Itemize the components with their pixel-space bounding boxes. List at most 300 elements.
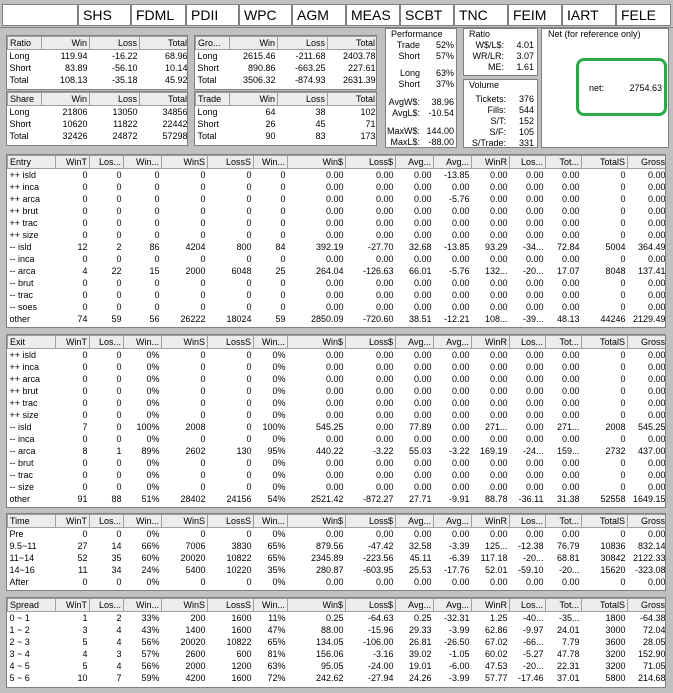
table-row[interactable] bbox=[8, 50, 189, 62]
table-cell: 0.00 bbox=[647, 289, 666, 300]
table-row[interactable] bbox=[8, 433, 667, 445]
table-cell: -36.11 bbox=[518, 493, 544, 504]
tab-meas[interactable]: MEAS bbox=[346, 4, 400, 26]
exit-col-header[interactable]: Loss$ bbox=[346, 336, 396, 349]
table-row[interactable] bbox=[8, 612, 667, 624]
table-row[interactable] bbox=[8, 576, 667, 588]
table-cell: 0 bbox=[200, 181, 206, 192]
table-cell: -720.60 bbox=[362, 313, 394, 324]
table-row[interactable] bbox=[8, 301, 667, 313]
table-cell: -64.38 bbox=[639, 612, 666, 623]
table-row[interactable] bbox=[8, 181, 667, 193]
trade-header-row bbox=[196, 93, 378, 106]
table-cell: 0 bbox=[246, 421, 252, 432]
table-cell: 0.00 bbox=[489, 373, 508, 384]
table-cell: 0 bbox=[246, 409, 252, 420]
table-cell: 137.41 bbox=[637, 265, 666, 276]
table-row[interactable] bbox=[8, 253, 667, 265]
net-title: Net (for reference only) bbox=[548, 29, 641, 39]
spread-col-header[interactable]: Avg... bbox=[396, 599, 434, 612]
performance-item-value: -88.00 bbox=[428, 137, 454, 147]
table-row[interactable] bbox=[8, 229, 667, 241]
table-cell: 34856 bbox=[162, 106, 188, 117]
trade-col-header[interactable]: Trade bbox=[196, 93, 230, 106]
ratio-col-header[interactable]: Loss bbox=[90, 37, 140, 50]
volume-item-value: 376 bbox=[518, 94, 534, 104]
entry-col-header[interactable]: WinT bbox=[56, 156, 90, 169]
exit-col-header[interactable]: Gross bbox=[628, 336, 667, 349]
table-cell: 28.05 bbox=[642, 636, 666, 647]
table-cell: 0 bbox=[200, 457, 206, 468]
exit-col-header[interactable]: Los... bbox=[90, 336, 124, 349]
spread-col-header[interactable]: Avg... bbox=[434, 599, 472, 612]
exit-col-header[interactable]: Exit bbox=[8, 336, 56, 349]
table-row[interactable] bbox=[8, 385, 667, 397]
table-cell: 26 bbox=[265, 118, 276, 129]
table-cell: 0.00 bbox=[413, 457, 432, 468]
table-cell: -9.91 bbox=[448, 493, 470, 504]
table-cell: 2008 bbox=[185, 421, 206, 432]
table-cell: 54% bbox=[267, 493, 286, 504]
table-cell: 0.00 bbox=[489, 433, 508, 444]
table-row[interactable] bbox=[8, 130, 189, 142]
entry-col-header[interactable]: Los... bbox=[90, 156, 124, 169]
table-cell: 0 bbox=[154, 229, 160, 240]
table-cell: 0% bbox=[146, 433, 160, 444]
ratio-col-header[interactable]: Ratio bbox=[8, 37, 42, 50]
table-cell: 0% bbox=[272, 409, 286, 420]
table-cell: 3200 bbox=[605, 660, 626, 671]
table-row[interactable] bbox=[8, 481, 667, 493]
spread-col-header[interactable]: Spread bbox=[8, 599, 56, 612]
table-cell: -3.99 bbox=[448, 624, 470, 635]
table-cell: 0.00 bbox=[325, 433, 344, 444]
tab-wpc[interactable]: WPC bbox=[239, 4, 292, 26]
table-cell: 0.00 bbox=[489, 349, 508, 360]
table-row[interactable] bbox=[196, 50, 378, 62]
table-cell: 108... bbox=[484, 313, 508, 324]
table-cell: ++ size bbox=[9, 229, 39, 240]
table-row[interactable] bbox=[8, 217, 667, 229]
tab-agm[interactable]: AGM bbox=[292, 4, 346, 26]
table-cell: 0.00 bbox=[647, 576, 666, 587]
table-cell: 0 bbox=[620, 217, 626, 228]
table-cell: 64 bbox=[265, 106, 276, 117]
table-cell: 24.26 bbox=[408, 672, 432, 683]
trade-col-header[interactable]: Win bbox=[230, 93, 278, 106]
time-col-header[interactable]: Loss$ bbox=[346, 515, 396, 528]
entry-col-header[interactable]: Gross bbox=[628, 156, 667, 169]
spread-col-header[interactable]: Los... bbox=[90, 599, 124, 612]
table-cell: 0.00 bbox=[325, 289, 344, 300]
table-row[interactable] bbox=[8, 241, 667, 253]
table-cell: 0% bbox=[146, 409, 160, 420]
table-row[interactable] bbox=[8, 445, 667, 457]
table-cell: 0 bbox=[116, 421, 122, 432]
table-row[interactable] bbox=[8, 421, 667, 433]
tab-shs[interactable]: SHS bbox=[78, 4, 131, 26]
table-row[interactable] bbox=[8, 118, 189, 130]
table-cell: -12.38 bbox=[517, 540, 544, 551]
spread-col-header[interactable]: TotalS bbox=[582, 599, 628, 612]
time-col-header[interactable]: Win... bbox=[254, 515, 288, 528]
table-row[interactable] bbox=[8, 313, 667, 325]
table-cell: Short bbox=[197, 118, 220, 129]
spread-col-header[interactable]: WinR bbox=[472, 599, 510, 612]
tab-fdml[interactable]: FDML bbox=[131, 4, 186, 26]
table-cell: 0.00 bbox=[525, 229, 544, 240]
entry-col-header[interactable]: TotalS bbox=[582, 156, 628, 169]
table-cell: -59.10 bbox=[517, 564, 544, 575]
ratio2-item bbox=[464, 62, 537, 73]
table-cell: 10822 bbox=[226, 636, 252, 647]
time-col-header[interactable]: WinT bbox=[56, 515, 90, 528]
performance-item bbox=[386, 40, 456, 51]
time-col-header[interactable]: Avg... bbox=[434, 515, 472, 528]
table-cell: 0.00 bbox=[325, 373, 344, 384]
table-cell: 52.01 bbox=[484, 564, 508, 575]
table-row[interactable] bbox=[8, 672, 667, 684]
exit-col-header[interactable]: WinT bbox=[56, 336, 90, 349]
table-cell: 173 bbox=[360, 130, 376, 141]
table-cell: 4 bbox=[116, 624, 122, 635]
table-cell: 0.00 bbox=[647, 361, 666, 372]
table-cell: 21806 bbox=[62, 106, 88, 117]
table-row[interactable] bbox=[8, 193, 667, 205]
tab-fele[interactable]: FELE bbox=[616, 4, 671, 26]
table-cell: 10822 bbox=[226, 552, 252, 563]
table-cell: Long bbox=[9, 50, 30, 61]
exit-col-header[interactable]: Win... bbox=[254, 336, 288, 349]
table-cell: 1 bbox=[116, 445, 122, 456]
table-cell: 71.05 bbox=[642, 660, 666, 671]
ratio2-item bbox=[464, 51, 537, 62]
table-cell: 22.31 bbox=[556, 660, 580, 671]
table-cell: 11 bbox=[78, 564, 88, 575]
table-cell: 26222 bbox=[180, 313, 206, 324]
share-col-header[interactable]: Loss bbox=[90, 93, 140, 106]
table-cell: 0 bbox=[200, 433, 206, 444]
table-row[interactable] bbox=[8, 205, 667, 217]
table-cell: 65% bbox=[267, 540, 286, 551]
table-cell: -223.56 bbox=[362, 552, 394, 563]
ratio-panel bbox=[463, 28, 538, 76]
table-cell: 0.00 bbox=[525, 397, 544, 408]
time-col-header[interactable]: Gross bbox=[628, 515, 667, 528]
spread-col-header[interactable]: Gross bbox=[628, 599, 667, 612]
ratio-col-header[interactable]: Total bbox=[140, 37, 189, 50]
spread-col-header[interactable]: Win... bbox=[124, 599, 162, 612]
table-row[interactable] bbox=[8, 528, 667, 540]
table-row[interactable] bbox=[8, 62, 189, 74]
table-row[interactable] bbox=[8, 648, 667, 660]
table-cell: 13050 bbox=[112, 106, 138, 117]
gross-col-header[interactable]: Gro... bbox=[196, 37, 230, 50]
table-cell: -3.16 bbox=[372, 648, 394, 659]
exit-col-header[interactable]: TotalS bbox=[582, 336, 628, 349]
time-col-header[interactable]: Time bbox=[8, 515, 56, 528]
spread-col-header[interactable]: Win... bbox=[254, 599, 288, 612]
tab-scbt[interactable]: SCBT bbox=[400, 4, 454, 26]
table-cell: -20... bbox=[558, 564, 580, 575]
table-cell: 0 bbox=[280, 181, 286, 192]
table-cell: 0 bbox=[116, 528, 122, 539]
table-row[interactable] bbox=[196, 74, 378, 86]
table-cell: 0 bbox=[620, 469, 626, 480]
table-cell: 56 bbox=[149, 313, 160, 324]
table-cell: -64.63 bbox=[367, 612, 394, 623]
table-cell: 0 bbox=[82, 576, 88, 587]
net-label: net: bbox=[589, 83, 605, 93]
table-cell: -20... bbox=[522, 660, 544, 671]
table-cell: -1.05 bbox=[448, 648, 470, 659]
tab-iart[interactable]: IART bbox=[562, 4, 616, 26]
table-row[interactable] bbox=[196, 130, 378, 142]
spread-col-header[interactable]: Loss$ bbox=[346, 599, 396, 612]
table-row[interactable] bbox=[8, 636, 667, 648]
exit-col-header[interactable]: Win$ bbox=[288, 336, 346, 349]
table-cell: 0 bbox=[82, 205, 88, 216]
table-cell: 26.81 bbox=[408, 636, 432, 647]
table-cell: 0 bbox=[620, 433, 626, 444]
table-cell: 156.06 bbox=[315, 648, 344, 659]
table-cell: 0.00 bbox=[525, 349, 544, 360]
table-cell: 0.00 bbox=[525, 205, 544, 216]
table-cell: 0.00 bbox=[451, 421, 470, 432]
table-row[interactable] bbox=[8, 361, 667, 373]
spread-col-header[interactable]: Tot... bbox=[546, 599, 582, 612]
table-cell: 0 bbox=[200, 361, 206, 372]
table-cell: 0.00 bbox=[525, 421, 544, 432]
gross-col-header[interactable]: Loss bbox=[278, 37, 328, 50]
entry-col-header[interactable]: Los... bbox=[510, 156, 546, 169]
table-cell: ++ arca bbox=[9, 373, 41, 384]
table-row[interactable] bbox=[8, 564, 667, 576]
table-cell: 0.00 bbox=[561, 277, 580, 288]
exit-col-header[interactable]: Avg... bbox=[434, 336, 472, 349]
table-cell: 0 bbox=[154, 289, 160, 300]
spread-col-header[interactable]: WinT bbox=[56, 599, 90, 612]
table-cell: 0 bbox=[116, 349, 122, 360]
table-cell: 68.96 bbox=[164, 50, 188, 61]
ratio-col-header[interactable]: Win bbox=[42, 37, 90, 50]
table-cell: 0.00 bbox=[413, 385, 432, 396]
table-cell: ++ arca bbox=[9, 193, 41, 204]
table-cell: 34 bbox=[111, 564, 122, 575]
spread-col-header[interactable]: LossS bbox=[208, 599, 254, 612]
exit-col-header[interactable]: Tot... bbox=[546, 336, 582, 349]
table-cell: 0.00 bbox=[325, 301, 344, 312]
table-row[interactable] bbox=[8, 74, 189, 86]
table-cell: -24... bbox=[522, 445, 544, 456]
table-cell: 890.86 bbox=[247, 62, 276, 73]
table-row[interactable] bbox=[8, 397, 667, 409]
table-cell: 0 bbox=[116, 469, 122, 480]
table-cell: 0.00 bbox=[375, 217, 394, 228]
entry-col-header[interactable]: Win$ bbox=[288, 156, 346, 169]
table-row[interactable] bbox=[8, 540, 667, 552]
trade-col-header[interactable]: Total bbox=[328, 93, 378, 106]
table-cell: 0.00 bbox=[375, 469, 394, 480]
table-cell: 545.25 bbox=[637, 421, 666, 432]
table-cell: 0 bbox=[116, 253, 122, 264]
table-row[interactable] bbox=[8, 349, 667, 361]
exit-col-header[interactable]: LossS bbox=[208, 336, 254, 349]
time-col-header[interactable]: Los... bbox=[90, 515, 124, 528]
table-cell: 74 bbox=[77, 313, 88, 324]
tab-blank[interactable] bbox=[2, 4, 78, 26]
tab-feim[interactable]: FEIM bbox=[508, 4, 562, 26]
table-cell: 0.00 bbox=[375, 409, 394, 420]
table-cell: -- soes bbox=[9, 301, 38, 312]
table-cell: Short bbox=[9, 62, 32, 73]
entry-header-row bbox=[8, 156, 667, 169]
time-col-header[interactable]: Win... bbox=[124, 515, 162, 528]
volume-item bbox=[464, 127, 537, 138]
table-row[interactable] bbox=[8, 277, 667, 289]
table-cell: 0.00 bbox=[375, 169, 394, 180]
table-cell: -35.18 bbox=[111, 74, 138, 85]
table-cell: 77.89 bbox=[408, 421, 432, 432]
table-cell: 0 bbox=[620, 528, 626, 539]
entry-col-header[interactable]: Avg... bbox=[396, 156, 434, 169]
time-col-header[interactable]: Avg... bbox=[396, 515, 434, 528]
exit-col-header[interactable]: Win... bbox=[124, 336, 162, 349]
table-cell: 8 bbox=[82, 445, 88, 456]
performance-item bbox=[386, 51, 456, 62]
spread-col-header[interactable]: Win$ bbox=[288, 599, 346, 612]
entry-col-header[interactable]: WinR bbox=[472, 156, 510, 169]
table-cell: 0.00 bbox=[325, 181, 344, 192]
table-cell: 0 bbox=[620, 361, 626, 372]
table-cell: 0% bbox=[272, 481, 286, 492]
table-cell: 0.00 bbox=[325, 205, 344, 216]
table-cell: 0.00 bbox=[489, 229, 508, 240]
table-cell: 0.00 bbox=[451, 349, 470, 360]
table-cell: 0.00 bbox=[375, 277, 394, 288]
time-col-header[interactable]: Tot... bbox=[546, 515, 582, 528]
table-cell: 0.00 bbox=[489, 481, 508, 492]
table-cell: 0 bbox=[116, 373, 122, 384]
table-row[interactable] bbox=[8, 469, 667, 481]
table-cell: 0.00 bbox=[325, 217, 344, 228]
table-row[interactable] bbox=[8, 265, 667, 277]
time-col-header[interactable]: WinR bbox=[472, 515, 510, 528]
table-row[interactable] bbox=[8, 289, 667, 301]
table-row[interactable] bbox=[8, 373, 667, 385]
trade-col-header[interactable]: Loss bbox=[278, 93, 328, 106]
spread-col-header[interactable]: Los... bbox=[510, 599, 546, 612]
table-cell: 0 bbox=[280, 277, 286, 288]
table-row[interactable] bbox=[196, 106, 378, 118]
table-cell: 437.00 bbox=[637, 445, 666, 456]
table-cell: 0.00 bbox=[413, 576, 432, 587]
table-cell: 0.00 bbox=[489, 528, 508, 539]
gross-col-header[interactable]: Total bbox=[328, 37, 378, 50]
time-col-header[interactable]: LossS bbox=[208, 515, 254, 528]
table-cell: 0 bbox=[154, 181, 160, 192]
table-row[interactable] bbox=[8, 493, 667, 505]
table-cell: 0 bbox=[154, 217, 160, 228]
table-row[interactable] bbox=[196, 62, 378, 74]
table-cell: 0.00 bbox=[489, 469, 508, 480]
table-cell: 5400 bbox=[185, 564, 206, 575]
entry-col-header[interactable]: Loss$ bbox=[346, 156, 396, 169]
table-row[interactable] bbox=[196, 118, 378, 130]
share-col-header[interactable]: Win bbox=[42, 93, 90, 106]
table-cell: 0 bbox=[246, 217, 252, 228]
spread-col-header[interactable]: WinS bbox=[162, 599, 208, 612]
table-cell: 1200 bbox=[231, 660, 252, 671]
entry-col-header[interactable]: Tot... bbox=[546, 156, 582, 169]
table-row[interactable] bbox=[8, 409, 667, 421]
exit-col-header[interactable]: Avg... bbox=[396, 336, 434, 349]
table-row[interactable] bbox=[8, 457, 667, 469]
time-col-header[interactable]: Los... bbox=[510, 515, 546, 528]
table-cell: 0 bbox=[200, 253, 206, 264]
entry-col-header[interactable]: Win... bbox=[124, 156, 162, 169]
exit-col-header[interactable]: WinS bbox=[162, 336, 208, 349]
time-col-header[interactable]: Win$ bbox=[288, 515, 346, 528]
table-cell: 0% bbox=[272, 349, 286, 360]
tab-tnc[interactable]: TNC bbox=[454, 4, 508, 26]
share-col-header[interactable]: Total bbox=[140, 93, 189, 106]
table-cell: 38 bbox=[315, 106, 326, 117]
table-cell: 88.78 bbox=[484, 493, 508, 504]
volume-panel-title: Volume bbox=[469, 80, 500, 90]
table-cell: 68.81 bbox=[556, 552, 580, 563]
table-row[interactable] bbox=[8, 169, 667, 181]
gross-col-header[interactable]: Win bbox=[230, 37, 278, 50]
table-cell: 2 bbox=[116, 612, 122, 623]
table-cell: 67.02 bbox=[484, 636, 508, 647]
table-cell: 0.00 bbox=[413, 397, 432, 408]
tab-pdii[interactable]: PDII bbox=[186, 4, 239, 26]
table-cell: 27 bbox=[77, 540, 88, 551]
table-cell: 2631.39 bbox=[342, 74, 376, 85]
table-row[interactable] bbox=[8, 106, 189, 118]
table-cell: Total bbox=[9, 130, 29, 141]
exit-col-header[interactable]: WinR bbox=[472, 336, 510, 349]
exit-col-header[interactable]: Los... bbox=[510, 336, 546, 349]
table-cell: 0 bbox=[200, 205, 206, 216]
table-cell: 0.00 bbox=[451, 181, 470, 192]
time-col-header[interactable]: WinS bbox=[162, 515, 208, 528]
table-row[interactable] bbox=[8, 660, 667, 672]
table-cell: 280.87 bbox=[315, 564, 344, 575]
entry-col-header[interactable]: Entry bbox=[8, 156, 56, 169]
entry-col-header[interactable]: LossS bbox=[208, 156, 254, 169]
table-cell: 0 bbox=[200, 397, 206, 408]
table-cell: 45.11 bbox=[409, 552, 432, 563]
entry-col-header[interactable]: Win... bbox=[254, 156, 288, 169]
table-cell: 0.00 bbox=[375, 301, 394, 312]
entry-col-header[interactable]: Avg... bbox=[434, 156, 472, 169]
table-cell: 0 bbox=[200, 193, 206, 204]
table-cell: Pre bbox=[9, 528, 24, 539]
table-row[interactable] bbox=[8, 552, 667, 564]
table-cell: 22442 bbox=[162, 118, 188, 129]
table-cell: 2 bbox=[116, 241, 122, 252]
entry-col-header[interactable]: WinS bbox=[162, 156, 208, 169]
table-cell: 31.38 bbox=[556, 493, 580, 504]
table-row[interactable] bbox=[8, 624, 667, 636]
performance-title: Performance bbox=[391, 29, 443, 39]
table-cell: 0.00 bbox=[561, 349, 580, 360]
share-col-header[interactable]: Share bbox=[8, 93, 42, 106]
time-col-header[interactable]: TotalS bbox=[582, 515, 628, 528]
table-cell: After bbox=[9, 576, 29, 587]
